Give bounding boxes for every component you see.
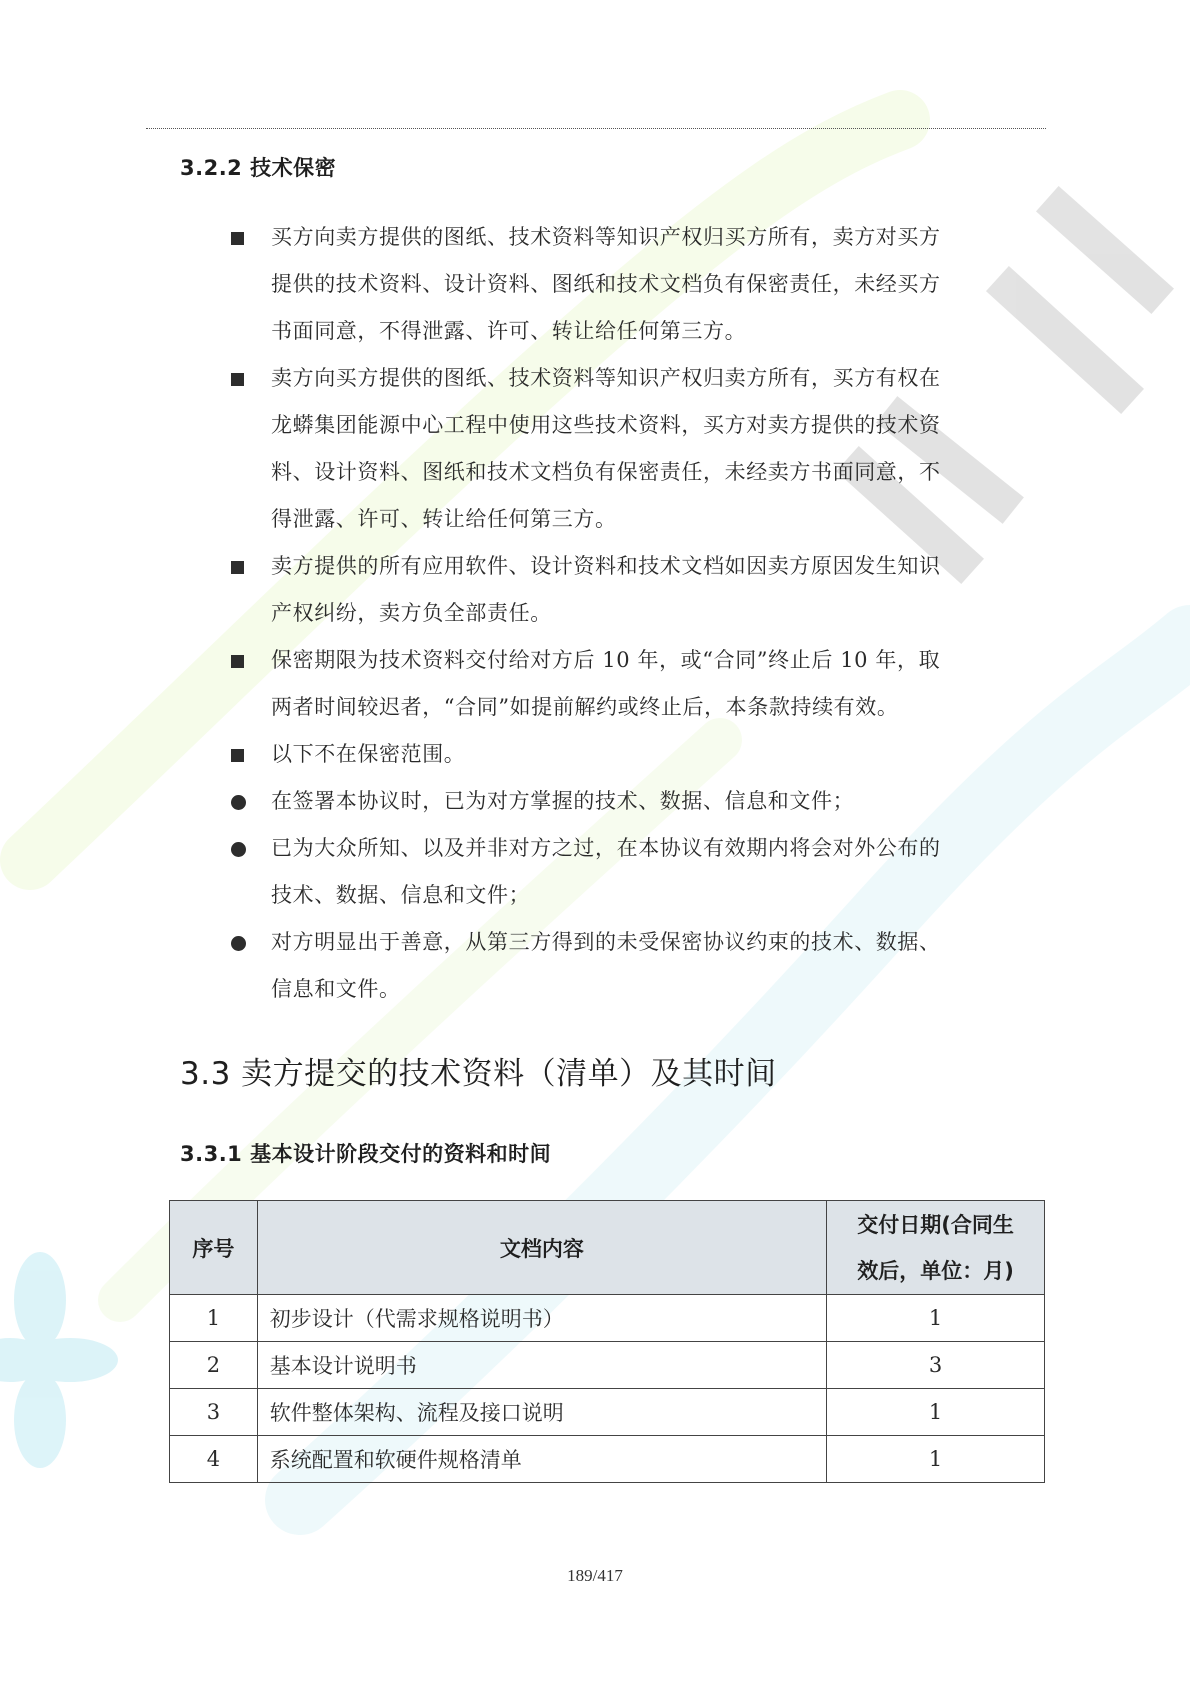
list-item-line: 信息和文件。 <box>271 977 401 1001</box>
square-bullet-icon <box>231 232 244 245</box>
page-number: 189/417 <box>567 1566 623 1585</box>
header-content: 文档内容 <box>257 1201 826 1295</box>
cell-content: 初步设计（代需求规格说明书） <box>257 1295 826 1342</box>
list-item <box>226 919 1026 1013</box>
list-item-line: 以下不在保密范围。 <box>271 742 466 766</box>
list-item-line: 书面同意，不得泄露、许可、转让给任何第三方。 <box>271 319 747 343</box>
list-item-line: 两者时间较迟者，“合同”如提前解约或终止后，本条款持续有效。 <box>271 695 899 719</box>
table-row <box>170 1389 1045 1436</box>
cell-months: 1 <box>827 1389 1045 1436</box>
cell-no: 3 <box>170 1389 258 1436</box>
cell-no: 4 <box>170 1436 258 1483</box>
list-item-line: 买方向卖方提供的图纸、技术资料等知识产权归买方所有，卖方对买方 <box>271 225 941 249</box>
section-heading-3-3-1: 3.3.1 基本设计阶段交付的资料和时间 <box>180 1142 552 1166</box>
list-item-line: 龙蟒集团能源中心工程中使用这些技术资料，买方对卖方提供的技术资 <box>271 413 941 437</box>
deliverables-table <box>169 1200 1045 1483</box>
table-header-row <box>170 1201 1045 1295</box>
list-item <box>226 825 1026 919</box>
cell-content: 系统配置和软硬件规格清单 <box>257 1436 826 1483</box>
list-item <box>226 731 1026 778</box>
cell-months: 1 <box>827 1295 1045 1342</box>
list-item-line: 提供的技术资料、设计资料、图纸和技术文档负有保密责任，未经买方 <box>271 272 941 296</box>
list-item-line: 卖方向买方提供的图纸、技术资料等知识产权归卖方所有，买方有权在 <box>271 366 941 390</box>
cell-months: 1 <box>827 1436 1045 1483</box>
list-item <box>226 637 1026 731</box>
header-rule <box>146 128 1046 129</box>
list-item <box>226 543 1026 637</box>
cell-content: 基本设计说明书 <box>257 1342 826 1389</box>
table-row <box>170 1295 1045 1342</box>
header-delivery-date-line: 效后，单位：月) <box>857 1258 1014 1283</box>
round-bullet-icon <box>231 936 246 951</box>
list-item-line: 在签署本协议时，已为对方掌握的技术、数据、信息和文件； <box>271 789 855 813</box>
list-item-line: 料、设计资料、图纸和技术文档负有保密责任，未经卖方书面同意，不 <box>271 460 941 484</box>
table-row <box>170 1342 1045 1389</box>
header-delivery-date <box>827 1201 1045 1295</box>
list-item-line: 得泄露、许可、转让给任何第三方。 <box>271 507 617 531</box>
confidentiality-list <box>226 214 1026 1013</box>
list-item <box>226 778 1026 825</box>
cell-no: 2 <box>170 1342 258 1389</box>
cell-content: 软件整体架构、流程及接口说明 <box>257 1389 826 1436</box>
list-item-line: 产权纠纷，卖方负全部责任。 <box>271 601 552 625</box>
cell-months: 3 <box>827 1342 1045 1389</box>
header-delivery-date-line: 交付日期(合同生 <box>857 1212 1014 1237</box>
list-item-line: 对方明显出于善意，从第三方得到的未受保密协议约束的技术、数据、 <box>271 930 941 954</box>
round-bullet-icon <box>231 842 246 857</box>
round-bullet-icon <box>231 795 246 810</box>
list-item-line: 保密期限为技术资料交付给对方后 10 年，或“合同”终止后 10 年，取 <box>271 648 941 672</box>
square-bullet-icon <box>231 655 244 668</box>
square-bullet-icon <box>231 749 244 762</box>
cell-no: 1 <box>170 1295 258 1342</box>
square-bullet-icon <box>231 561 244 574</box>
square-bullet-icon <box>231 373 244 386</box>
header-no: 序号 <box>170 1201 258 1295</box>
table-row <box>170 1436 1045 1483</box>
section-heading-3-2-2: 3.2.2 技术保密 <box>180 156 337 180</box>
list-item-line: 已为大众所知、以及并非对方之过，在本协议有效期内将会对外公布的 <box>271 836 941 860</box>
list-item <box>226 214 1026 355</box>
list-item-line: 技术、数据、信息和文件； <box>271 883 531 907</box>
list-item <box>226 355 1026 543</box>
list-item-line: 卖方提供的所有应用软件、设计资料和技术文档如因卖方原因发生知识 <box>271 554 941 578</box>
section-heading-3-3: 3.3 卖方提交的技术资料（清单）及其时间 <box>180 1056 777 1092</box>
